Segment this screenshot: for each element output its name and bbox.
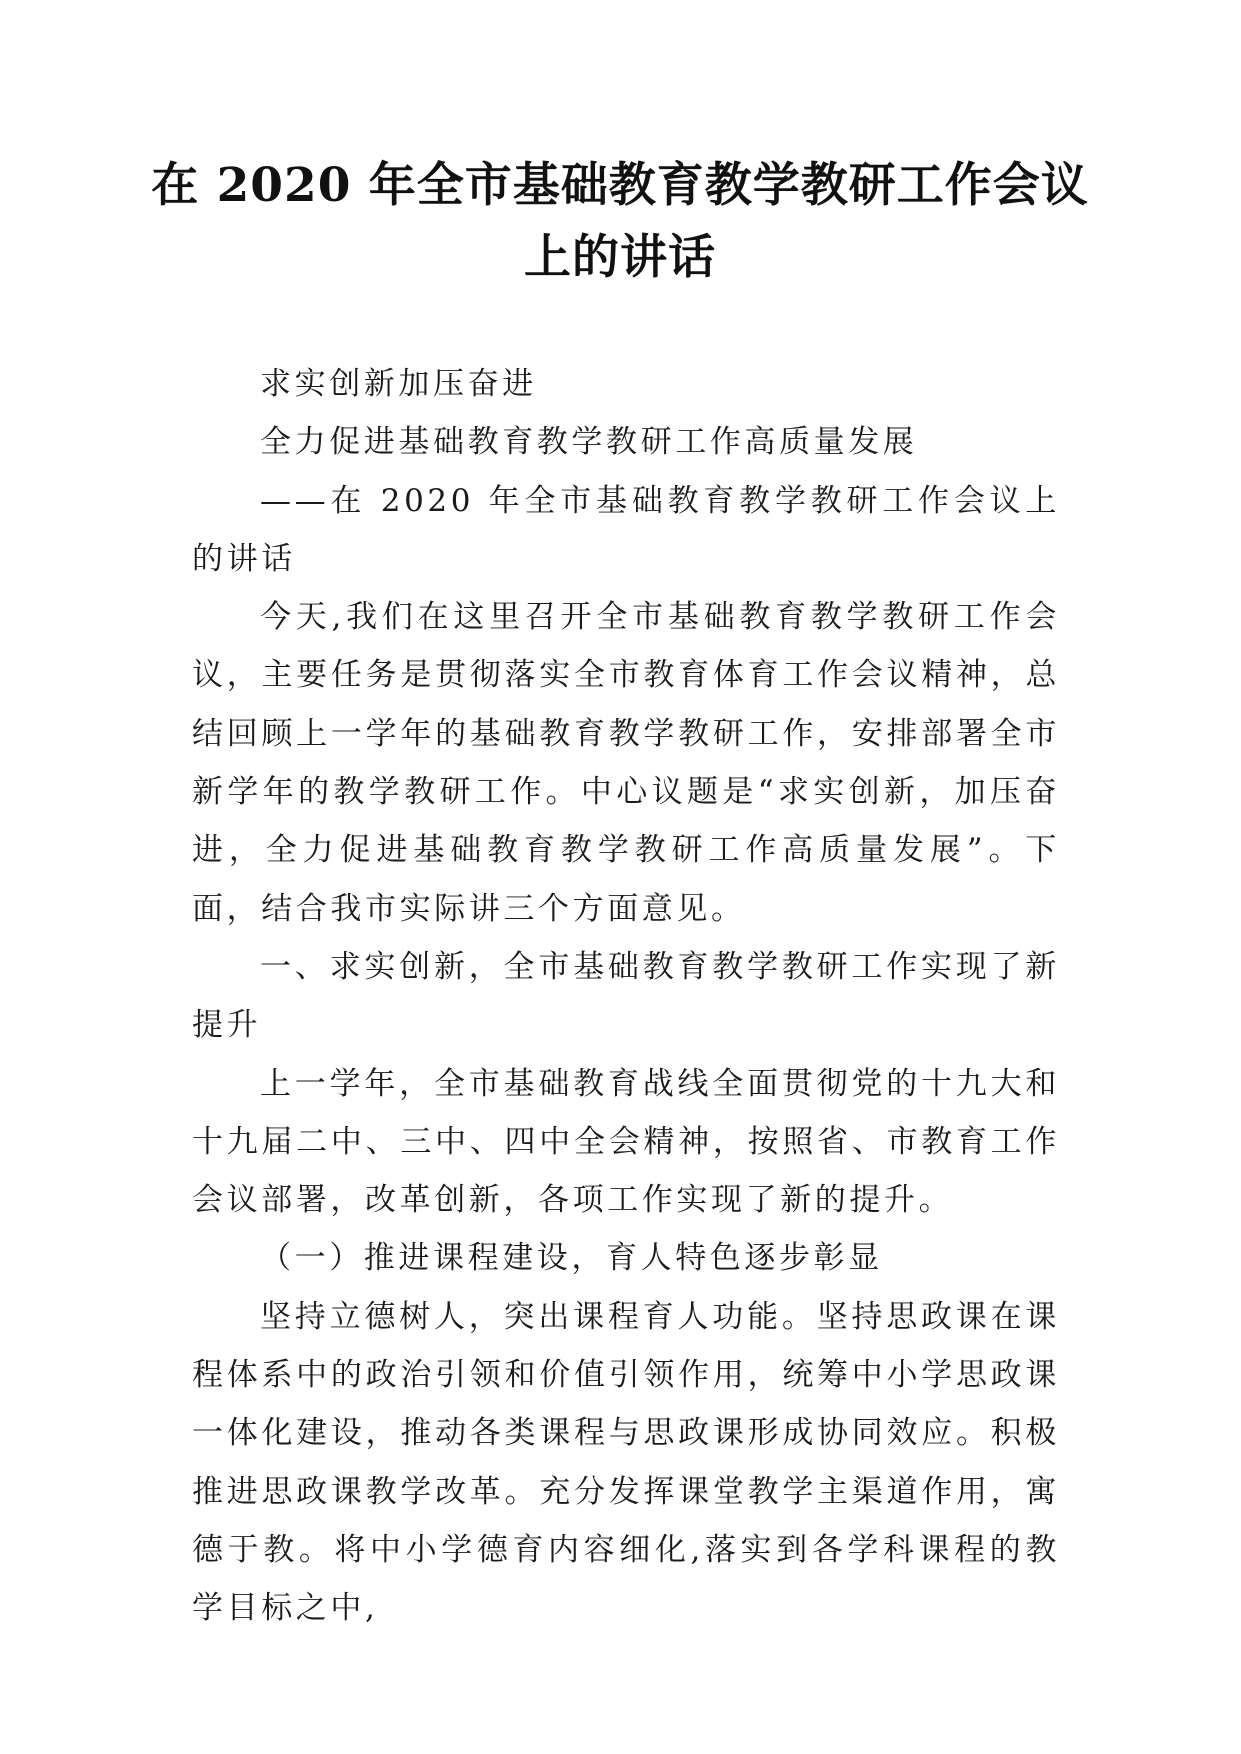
intro-paragraph: 今天,我们在这里召开全市基础教育教学教研工作会议，主要任务是贯彻落实全市教育体育工作会议精神，总结回顾上一学年的基础教育教学教研工作，安排部署全市新学年的教学教研工作。中心议题是“求实创新，加压奋进，全力促进基础教育教学教研工作高质量发展”。下面，结合我市实际讲三个方面意见。 bbox=[192, 599, 1060, 927]
subtitle-line-3: ——在 2020 年全市基础教育教学教研工作会议上的讲话 bbox=[192, 482, 1060, 577]
subtitle-line-1: 求实创新加压奋进 bbox=[260, 366, 537, 402]
title-line-2: 上的讲话 bbox=[524, 230, 716, 285]
subsection-paragraph-1: 坚持立德树人，突出课程育人功能。坚持思政课在课程体系中的政治引领和价值引领作用，统筹中小学思政课一体化建设，推动各类课程与思政课形成协同效应。积极推进思政课教学改革。充分发挥课堂教学主渠道作用，寓德于教。将中小学德育内容细化,落实到各学科课程的教学目标之中, bbox=[192, 1298, 1060, 1627]
document-body bbox=[192, 355, 1060, 1638]
section-heading-1: 一、求实创新，全市基础教育教学教研工作实现了新提升 bbox=[192, 948, 1060, 1044]
subsection-heading-1: （一）推进课程建设，育人特色逐步彰显 bbox=[260, 1240, 883, 1277]
title-line-1: 在 2020 年全市基础教育教学教研工作会议 bbox=[151, 158, 1089, 213]
subtitle-line-2: 全力促进基础教育教学教研工作高质量发展 bbox=[260, 424, 918, 461]
document-title bbox=[150, 150, 1090, 294]
section-paragraph-1: 上一学年，全市基础教育战线全面贯彻党的十九大和十九届二中、三中、四中全会精神，按照省、市教育工作会议部署，改革创新，各项工作实现了新的提升。 bbox=[192, 1065, 1060, 1219]
